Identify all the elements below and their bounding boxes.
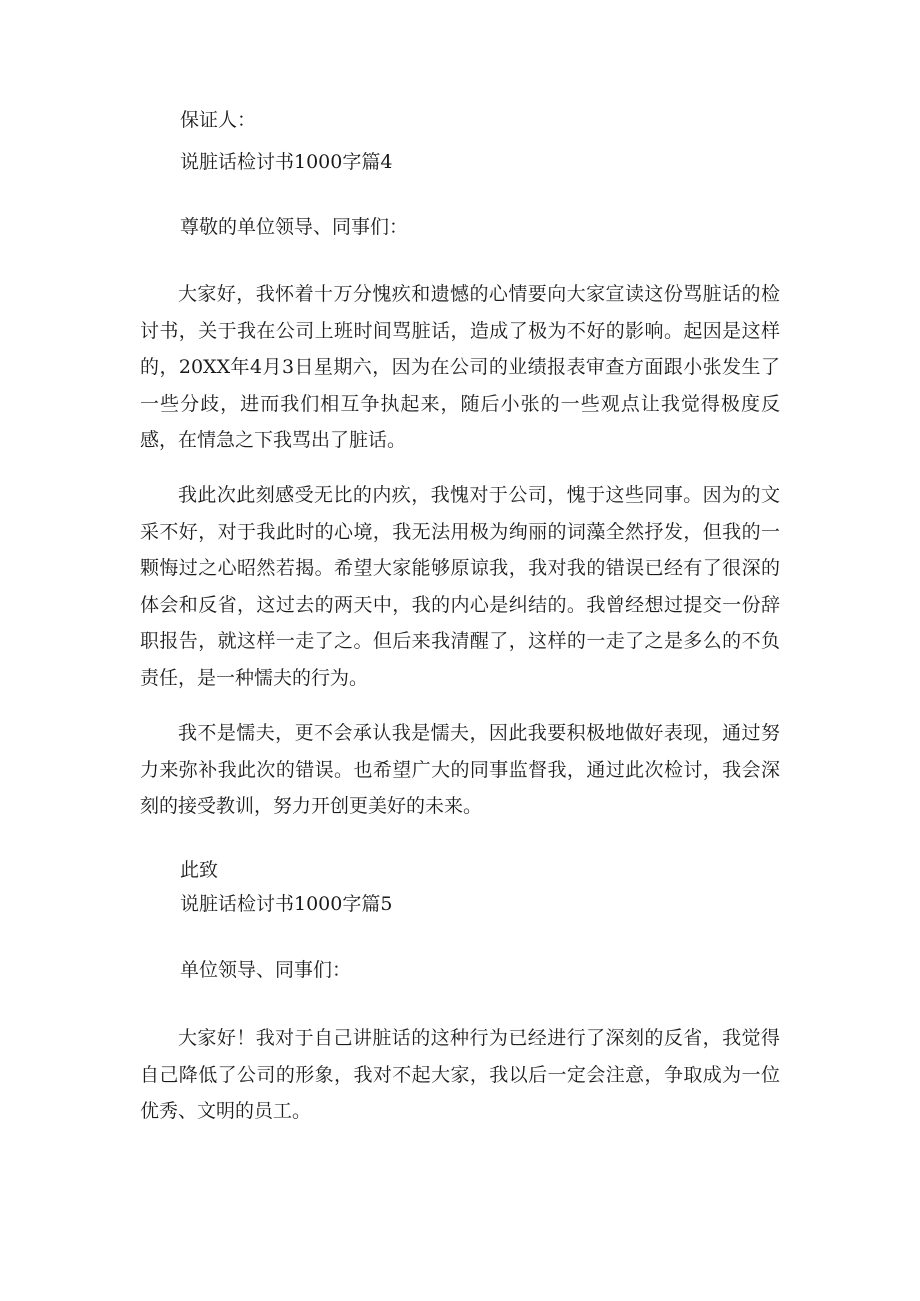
section-5-heading: 说脏话检讨书1000字篇5 xyxy=(180,893,393,915)
section-5-paragraph-1: 大家好！我对于自己讲脏话的这种行为已经进行了深刻的反省，我觉得自己降低了公司的形象，我对不起大家，我以后一定会注意，争取成为一位优秀、文明的员工。 xyxy=(140,1027,780,1122)
section-4-salutation: 尊敬的单位领导、同事们： xyxy=(180,216,409,238)
section-4-paragraph-2: 我此次此刻感受无比的内疚，我愧对于公司，愧于这些同事。因为的文采不好，对于我此时的心境，我无法用极为绚丽的词藻全然抒发，但我的一颗悔过之心昭然若揭。希望大家能够原谅我，我对我的错误已经有了很深的体会和反省，这过去的两天中，我的内心是纠结的。我曾经想过提交一份辞职报告，就这样一走了之。但后来我清醒了，这样的一走了之是多么的不负责任，是一种懦夫的行为。 xyxy=(140,484,780,689)
section-4-heading: 说脏话检讨书1000字篇4 xyxy=(180,151,393,173)
guarantor-label: 保证人： xyxy=(180,109,257,131)
section-5-salutation: 单位领导、同事们： xyxy=(180,959,352,981)
section-4-paragraph-3: 我不是懦夫，更不会承认我是懦夫，因此我要积极地做好表现，通过努力来弥补我此次的错误。也希望广大的同事监督我，通过此次检讨，我会深刻的接受教训，努力开创更美好的未来。 xyxy=(140,722,780,817)
section-4-closing: 此致 xyxy=(180,859,219,881)
section-4-paragraph-1: 大家好，我怀着十万分愧疚和遗憾的心情要向大家宣读这份骂脏话的检讨书，关于我在公司上班时间骂脏话，造成了极为不好的影响。起因是这样的，20XX年4月3日星期六，因为在公司的业绩报表审查方面跟小张发生了一些分歧，进而我们相互争执起来，随后小张的一些观点让我觉得极度反感，在情急之下我骂出了脏话。 xyxy=(140,283,780,451)
